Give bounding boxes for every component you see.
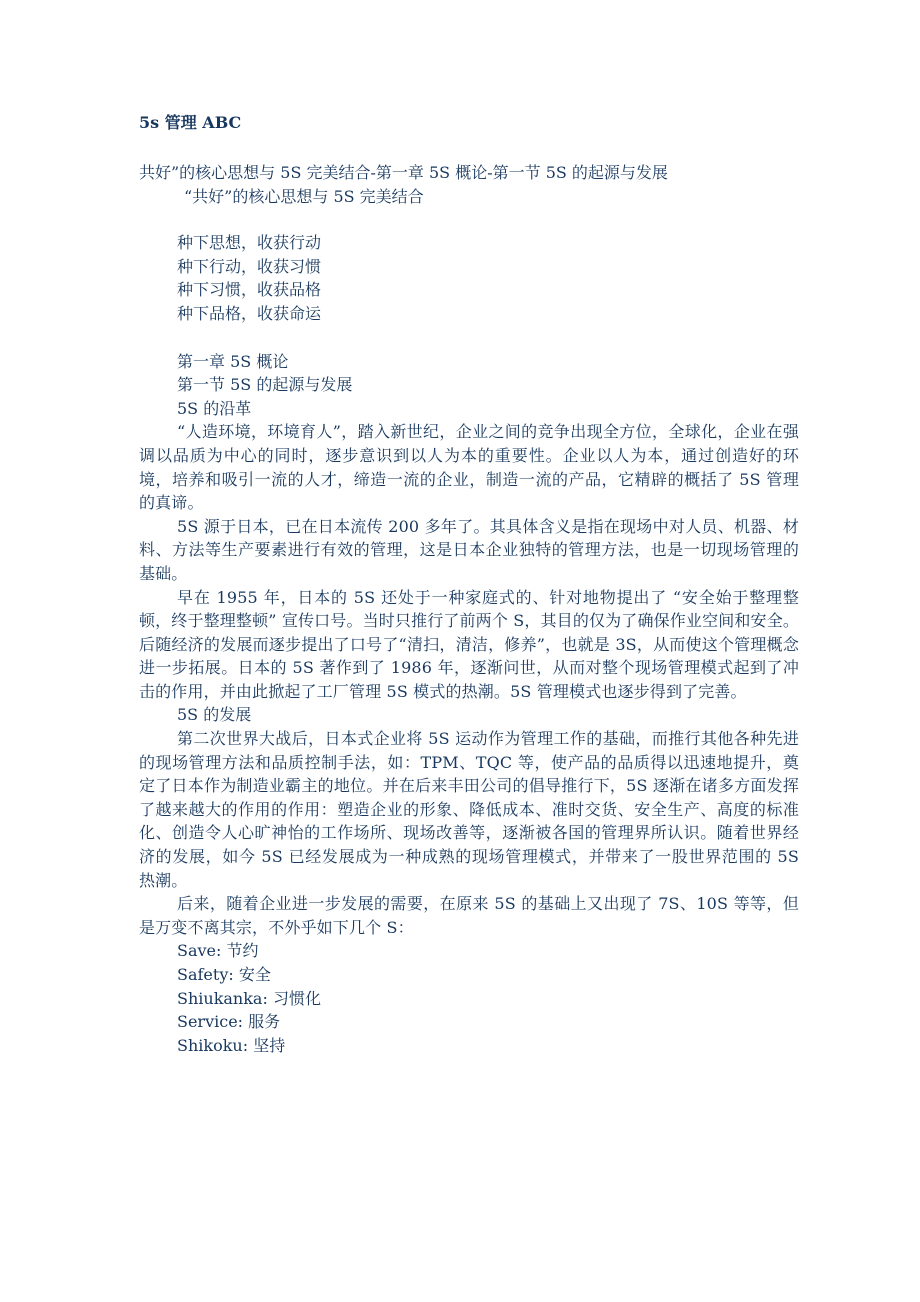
term-item: Service: 服务 [177, 1012, 281, 1032]
paragraph: 第二次世界大战后，日本式企业将 5S 运动作为管理工作的基础，而推行其他各种先进的现场管理方法和品质控制手法，如：TPM、TQC 等，使产品的品质得以迅速地提升，奠定了日本作为制造业霸主的地位。并在后来丰田公司的倡导推行下，5S 逐渐在诸多方面发挥了越来越大的作用的作用：塑造企业的形象、降低成本、准时交货、安全生产、高度的标准化、创造令人心旷神怡的工作场所、现场改善等，逐渐被各国的管理界所认识。随着世界经济的发展，如今 5S 已经发展成为一种成熟的现场管理模式，并带来了一股世界范围的 5S 热潮。 [139, 729, 799, 890]
development-heading: 5S 的发展 [177, 705, 252, 725]
term-item: Shiukanka: 习惯化 [177, 988, 321, 1008]
term-item: Shikoku: 坚持 [177, 1035, 286, 1055]
chapter-heading: 第一章 5S 概论 [177, 351, 289, 371]
paragraph: 5S 源于日本，已在日本流传 200 多年了。其具体含义是指在现场中对人员、机器、材料、方法等生产要素进行有效的管理，这是日本企业独特的管理方法，也是一切现场管理的基础。 [139, 516, 799, 583]
motto-line: 种下习惯，收获品格 [177, 280, 322, 300]
term-item: Save: 节约 [177, 941, 259, 961]
motto-line: 种下行动，收获习惯 [177, 256, 322, 276]
headline: 共好”的核心思想与 5S 完美结合-第一章 5S 概论-第一节 5S 的起源与发展 [139, 163, 668, 182]
motto-list [139, 231, 799, 325]
section-heading: 第一节 5S 的起源与发展 [177, 375, 353, 395]
document-title: 5s 管理 ABC [139, 113, 242, 132]
paragraph: “人造环境，环境育人”，踏入新世纪，企业之间的竞争出现全方位，全球化，企业在强调以品质为中心的同时，逐步意识到以人为本的重要性。企业以人为本，通过创造好的环境，培养和吸引一流的人才，缔造一流的企业，制造一流的产品，它精辟的概括了 5S 管理的真谛。 [139, 422, 799, 513]
term-list [139, 939, 799, 1057]
term-item: Safety: 安全 [177, 965, 271, 984]
history-heading: 5S 的沿革 [177, 398, 252, 418]
motto-line: 种下思想，收获行动 [177, 233, 322, 253]
paragraph: 后来，随着企业进一步发展的需要，在原来 5S 的基础上又出现了 7S、10S 等等，但是万变不离其宗，不外乎如下几个 S： [139, 894, 799, 937]
spacer [139, 208, 799, 231]
motto-line: 种下品格，收获命运 [177, 303, 322, 323]
subheadline: “共好”的核心思想与 5S 完美结合 [184, 186, 424, 206]
document-body [139, 111, 799, 1057]
spacer [139, 137, 799, 161]
spacer [139, 326, 799, 350]
paragraph: 早在 1955 年，日本的 5S 还处于一种家庭式的、针对地物提出了 “安全始于整理整顿，终于整理整顿” 宣传口号。当时只推行了前两个 S，其目的仅为了确保作业空间和安全。后随经济的发展而逐步提出了口号了“清扫，清洁，修养”，也就是 3S，从而使这个管理概念进一步拓展。日本的 5S 著作到了 1986 年，逐渐问世，从而对整个现场管理模式起到了冲击的作用，并由此掀起了工厂管理 5S 模式的热潮。5S 管理模式也逐步得到了完善。 [139, 587, 799, 701]
